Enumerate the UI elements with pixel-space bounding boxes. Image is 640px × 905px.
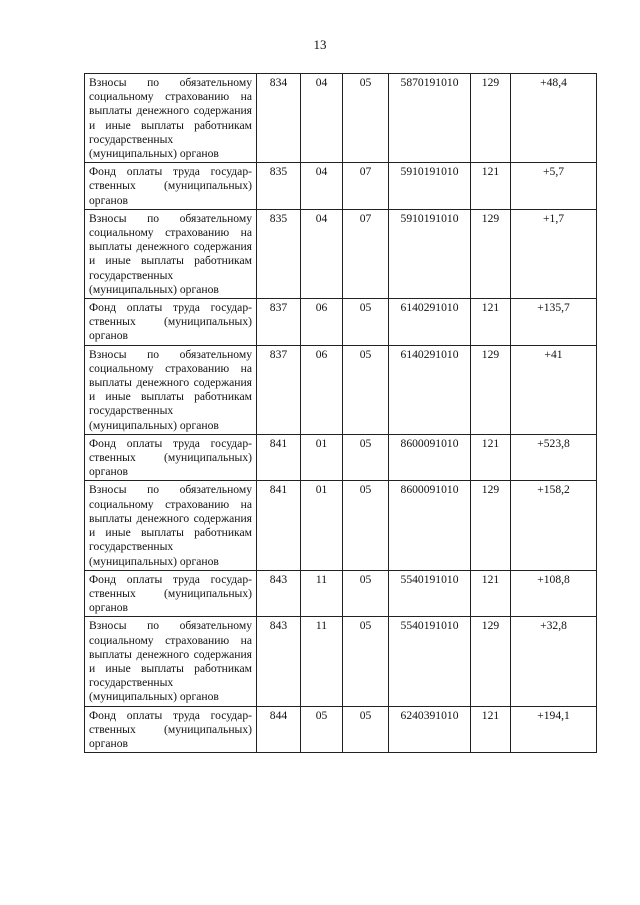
cell-amount: +108,8 bbox=[511, 570, 597, 617]
cell-amount: +5,7 bbox=[511, 163, 597, 210]
cell-section-code: 05 bbox=[301, 706, 343, 753]
cell-subsection-code: 07 bbox=[343, 163, 389, 210]
cell-subsection-code: 05 bbox=[343, 345, 389, 434]
cell-ministry-code: 843 bbox=[257, 617, 301, 706]
cell-description: Взносы по обязательному социальному страхованию на выплаты денежного содержания и иные выплаты работникам государственных (муниципальных) органов bbox=[85, 617, 257, 706]
table-row bbox=[85, 345, 597, 434]
cell-expense-type: 129 bbox=[471, 481, 511, 570]
cell-subsection-code: 07 bbox=[343, 209, 389, 298]
cell-description: Фонд оплаты труда государственных (муниципальных) органов bbox=[85, 434, 257, 481]
cell-expense-type: 121 bbox=[471, 570, 511, 617]
cell-expense-type: 129 bbox=[471, 617, 511, 706]
cell-section-code: 11 bbox=[301, 570, 343, 617]
table-row bbox=[85, 434, 597, 481]
cell-amount: +41 bbox=[511, 345, 597, 434]
cell-section-code: 01 bbox=[301, 434, 343, 481]
cell-target-article: 8600091010 bbox=[389, 434, 471, 481]
cell-target-article: 5540191010 bbox=[389, 617, 471, 706]
cell-expense-type: 129 bbox=[471, 209, 511, 298]
cell-subsection-code: 05 bbox=[343, 617, 389, 706]
cell-ministry-code: 837 bbox=[257, 299, 301, 346]
cell-target-article: 5910191010 bbox=[389, 163, 471, 210]
cell-description: Фонд оплаты труда государственных (муниципальных) органов bbox=[85, 570, 257, 617]
table-row bbox=[85, 706, 597, 753]
cell-ministry-code: 841 bbox=[257, 434, 301, 481]
table-row bbox=[85, 299, 597, 346]
cell-expense-type: 121 bbox=[471, 706, 511, 753]
cell-description: Взносы по обязательному социальному страхованию на выплаты денежного содержания и иные выплаты работникам государственных (муниципальных) органов bbox=[85, 481, 257, 570]
cell-target-article: 6140291010 bbox=[389, 345, 471, 434]
cell-subsection-code: 05 bbox=[343, 570, 389, 617]
cell-subsection-code: 05 bbox=[343, 299, 389, 346]
cell-subsection-code: 05 bbox=[343, 481, 389, 570]
cell-section-code: 06 bbox=[301, 299, 343, 346]
cell-expense-type: 121 bbox=[471, 434, 511, 481]
cell-subsection-code: 05 bbox=[343, 706, 389, 753]
cell-expense-type: 121 bbox=[471, 163, 511, 210]
cell-expense-type: 129 bbox=[471, 74, 511, 163]
cell-amount: +158,2 bbox=[511, 481, 597, 570]
cell-ministry-code: 835 bbox=[257, 163, 301, 210]
cell-subsection-code: 05 bbox=[343, 74, 389, 163]
cell-ministry-code: 844 bbox=[257, 706, 301, 753]
cell-section-code: 04 bbox=[301, 74, 343, 163]
page-number: 13 bbox=[313, 37, 327, 52]
cell-section-code: 06 bbox=[301, 345, 343, 434]
table-row bbox=[85, 570, 597, 617]
cell-subsection-code: 05 bbox=[343, 434, 389, 481]
cell-amount: +1,7 bbox=[511, 209, 597, 298]
cell-description: Фонд оплаты труда государственных (муниципальных) органов bbox=[85, 163, 257, 210]
cell-description: Фонд оплаты труда государственных (муниципальных) органов bbox=[85, 706, 257, 753]
table-row bbox=[85, 481, 597, 570]
cell-target-article: 5540191010 bbox=[389, 570, 471, 617]
cell-ministry-code: 837 bbox=[257, 345, 301, 434]
cell-amount: +135,7 bbox=[511, 299, 597, 346]
cell-ministry-code: 843 bbox=[257, 570, 301, 617]
cell-section-code: 04 bbox=[301, 163, 343, 210]
cell-description: Взносы по обязательному социальному страхованию на выплаты денежного содержания и иные выплаты работникам государственных (муниципальных) органов bbox=[85, 209, 257, 298]
table-row bbox=[85, 617, 597, 706]
cell-description: Взносы по обязательному социальному страхованию на выплаты денежного содержания и иные выплаты работникам государственных (муниципальных) органов bbox=[85, 74, 257, 163]
cell-amount: +194,1 bbox=[511, 706, 597, 753]
cell-target-article: 8600091010 bbox=[389, 481, 471, 570]
cell-ministry-code: 841 bbox=[257, 481, 301, 570]
cell-target-article: 6240391010 bbox=[389, 706, 471, 753]
cell-ministry-code: 834 bbox=[257, 74, 301, 163]
table-row bbox=[85, 163, 597, 210]
cell-amount: +48,4 bbox=[511, 74, 597, 163]
table-row bbox=[85, 74, 597, 163]
cell-target-article: 5910191010 bbox=[389, 209, 471, 298]
cell-section-code: 01 bbox=[301, 481, 343, 570]
cell-amount: +523,8 bbox=[511, 434, 597, 481]
cell-description: Взносы по обязательному социальному страхованию на выплаты денежного содержания и иные выплаты работникам государственных (муниципальных) органов bbox=[85, 345, 257, 434]
table-row bbox=[85, 209, 597, 298]
cell-section-code: 11 bbox=[301, 617, 343, 706]
cell-ministry-code: 835 bbox=[257, 209, 301, 298]
cell-target-article: 6140291010 bbox=[389, 299, 471, 346]
budget-table bbox=[84, 73, 597, 753]
cell-expense-type: 129 bbox=[471, 345, 511, 434]
table-body bbox=[85, 74, 597, 753]
cell-expense-type: 121 bbox=[471, 299, 511, 346]
cell-description: Фонд оплаты труда государственных (муниципальных) органов bbox=[85, 299, 257, 346]
cell-section-code: 04 bbox=[301, 209, 343, 298]
cell-amount: +32,8 bbox=[511, 617, 597, 706]
cell-target-article: 5870191010 bbox=[389, 74, 471, 163]
